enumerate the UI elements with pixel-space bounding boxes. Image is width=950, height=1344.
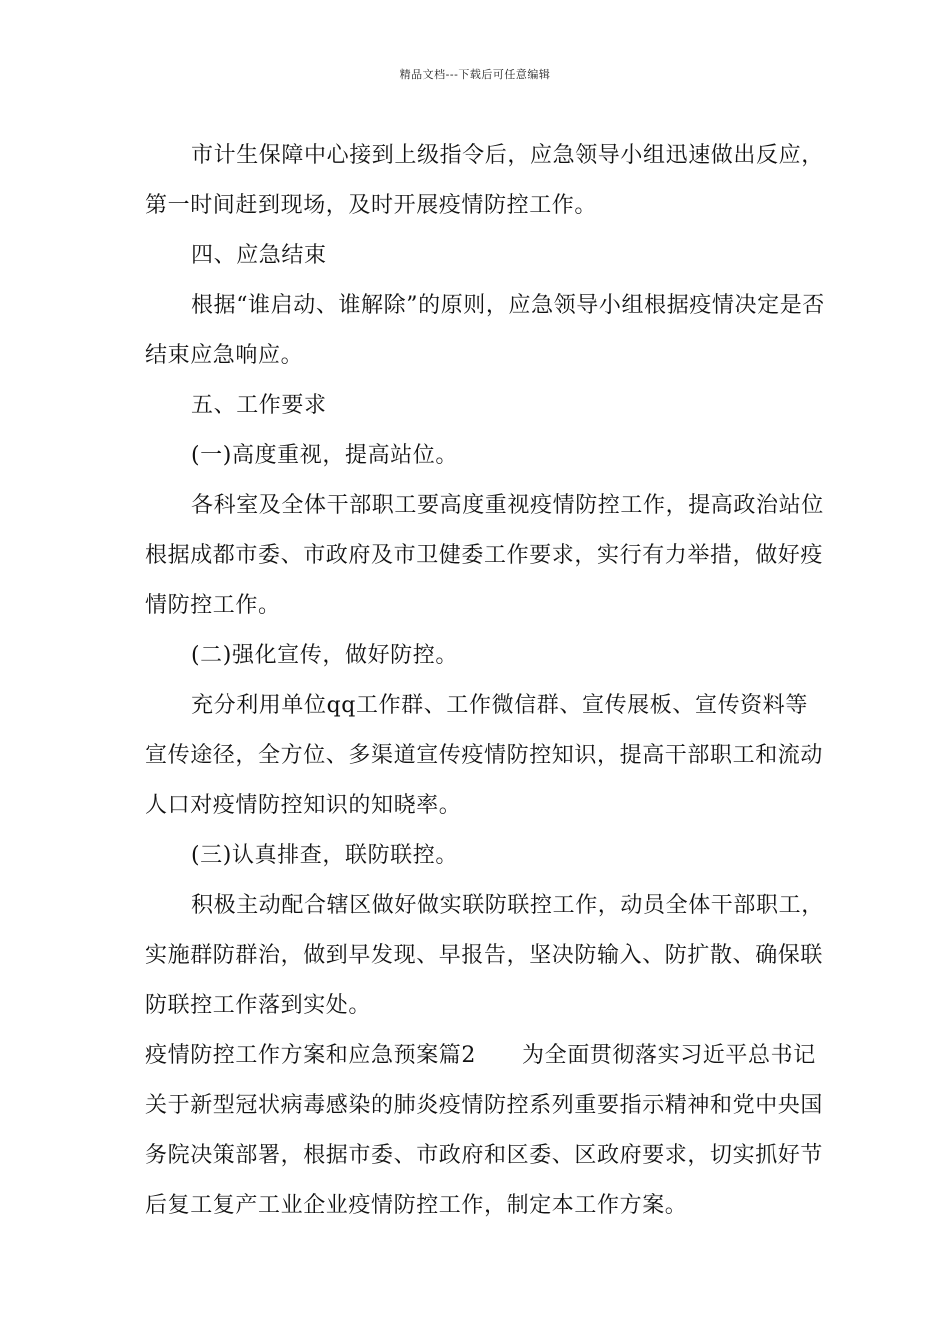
heading-emergency-end: 四、应急结束 [191, 243, 327, 268]
heading-work-requirements: 五、工作要求 [191, 393, 327, 418]
paragraph-requirement-2: 充分利用单位qq工作群、工作微信群、宣传展板、宣传资料等宣传途径，全方位、多渠道宣传疫情防控知识，提高干部职工和流动人口对疫情防控知识的知晓率。 [145, 693, 824, 818]
paragraph-end-principle: 根据“谁启动、谁解除”的原则，应急领导小组根据疫情决定是否结束应急响应。 [145, 293, 825, 368]
section2-text: 为全面贯彻落实习近平总书记关于新型冠状病毒感染的肺炎疫情防控系列重要指示精神和党中央国务院决策部署，根据市委、市政府和区委、区政府要求，切实抓好节后复工复产工业企业疫情防控工作，制定本工作方案。 [145, 1043, 824, 1218]
section2-title: 疫情防控工作方案和应急预案篇2 [145, 1043, 476, 1068]
document-body [145, 131, 825, 1231]
paragraph-requirement-1: 各科室及全体干部职工要高度重视疫情防控工作，提高政治站位根据成都市委、市政府及市卫健委工作要求，实行有力举措，做好疫情防控工作。 [145, 493, 824, 618]
paragraph-response: 市计生保障中心接到上级指令后，应急领导小组迅速做出反应，第一时间赶到现场，及时开展疫情防控工作。 [145, 143, 824, 218]
paragraph-requirement-3: 积极主动配合辖区做好做实联防联控工作，动员全体干部职工，实施群防群治，做到早发现、早报告，坚决防输入、防扩散、确保联防联控工作落到实处。 [145, 893, 824, 1018]
subheading-3: (三)认真排查，联防联控。 [191, 843, 458, 868]
section2-paragraph [145, 1031, 825, 1231]
subheading-2: (二)强化宣传，做好防控。 [191, 643, 458, 668]
page-header: 精品文档---下载后可任意编辑 [399, 68, 551, 81]
subheading-1: (一)高度重视，提高站位。 [191, 443, 458, 468]
